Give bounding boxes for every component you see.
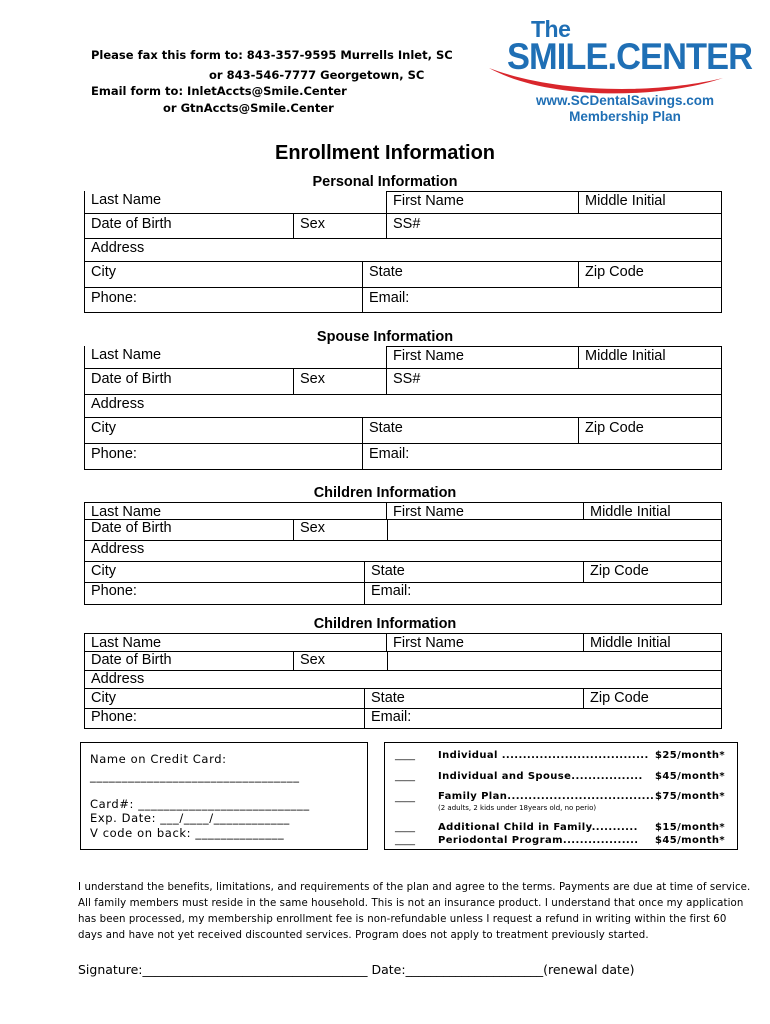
field-label: Date of Birth	[91, 371, 172, 387]
personal-first-name-field[interactable]	[386, 191, 578, 214]
name-on-card-line[interactable]: _________________________________	[90, 769, 300, 783]
page-title: Enrollment Information	[275, 142, 495, 164]
child1-city-field[interactable]	[84, 562, 364, 583]
child2-zip-field[interactable]	[583, 689, 722, 709]
field-label: Email:	[371, 709, 412, 725]
membership-plan-label: Membership Plan	[569, 109, 681, 124]
field-label: Date of Birth	[91, 652, 172, 668]
spouse-dob-field[interactable]	[84, 369, 293, 395]
exp-date-field[interactable]: Exp. Date: ___/____/____________	[90, 811, 290, 825]
field-label: Phone:	[91, 583, 137, 599]
field-label: SS#	[393, 216, 421, 232]
email-line-1: Email form to: InletAccts@Smile.Center	[91, 84, 347, 98]
field-label: Sex	[300, 371, 325, 387]
field-label: First Name	[393, 193, 464, 209]
date-field[interactable]: ______________________	[405, 962, 544, 977]
field-label: Middle Initial	[585, 193, 666, 209]
field-label: Sex	[300, 652, 325, 668]
child1-phone-field[interactable]	[84, 583, 364, 605]
plan-selection-box	[384, 742, 738, 850]
field-label: Last Name	[91, 635, 162, 651]
field-label: City	[91, 420, 116, 436]
child2-sex-field[interactable]	[293, 652, 722, 671]
field-label: Phone:	[91, 446, 137, 462]
spouse-middle-initial-field[interactable]	[578, 346, 722, 369]
spouse-ssn-field[interactable]	[386, 369, 722, 395]
field-label: Address	[91, 541, 145, 557]
personal-last-name-field[interactable]	[84, 191, 386, 214]
agreement-line: All family members must reside in the same household. This is not an insurance product. I understand that once my application	[78, 898, 744, 909]
plan-add-child-blank[interactable]: ____	[395, 822, 415, 833]
credit-card-box	[80, 742, 368, 850]
plan-add-child-price: $15/month*	[655, 822, 726, 833]
child1-dob-field[interactable]	[84, 520, 293, 541]
child2-phone-field[interactable]	[84, 709, 364, 729]
personal-middle-initial-field[interactable]	[578, 191, 722, 214]
plan-individual-blank[interactable]: ____	[395, 750, 415, 761]
personal-zip-field[interactable]	[578, 262, 722, 288]
child2-address-field[interactable]	[84, 671, 722, 689]
signature-label: Signature:	[78, 962, 143, 977]
field-label: State	[371, 563, 405, 579]
plan-individual-label: Individual ...................................	[438, 750, 649, 761]
plan-family-label: Family Plan...................................	[438, 791, 655, 802]
fax-line-2: or 843-546-7777 Georgetown, SC	[209, 68, 425, 82]
spouse-email-field[interactable]	[362, 444, 722, 470]
child1-first-name-field[interactable]	[386, 502, 583, 520]
field-label: Date of Birth	[91, 216, 172, 232]
plan-perio-label: Periodontal Program..................	[438, 835, 639, 846]
field-label: Zip Code	[585, 420, 644, 436]
field-label: State	[369, 264, 403, 280]
agreement-line: days and have not yet received discounted services. Program does not apply to treatment previously started.	[78, 930, 649, 941]
field-label: Last Name	[91, 504, 162, 520]
cell-divider	[387, 520, 388, 540]
child2-state-field[interactable]	[364, 689, 583, 709]
field-label: SS#	[393, 371, 421, 387]
email-line-2: or GtnAccts@Smile.Center	[163, 101, 334, 115]
children-info-title-2: Children Information	[313, 616, 457, 632]
field-label: Email:	[371, 583, 412, 599]
field-label: Address	[91, 396, 145, 412]
child1-sex-field[interactable]	[293, 520, 722, 541]
agreement-text	[78, 880, 750, 944]
child1-last-name-field[interactable]	[84, 502, 386, 520]
child1-zip-field[interactable]	[583, 562, 722, 583]
children-info-title-1: Children Information	[313, 485, 457, 501]
spouse-first-name-field[interactable]	[386, 346, 578, 369]
logo-main-text: SMILE.CENTER	[507, 36, 753, 77]
field-label: State	[371, 690, 405, 706]
signature-field[interactable]: ____________________________________	[142, 962, 368, 977]
spouse-city-field[interactable]	[84, 418, 362, 444]
field-label: Middle Initial	[585, 348, 666, 364]
plan-perio-price: $45/month*	[655, 835, 726, 846]
renewal-date-label: (renewal date)	[543, 962, 635, 977]
field-label: First Name	[393, 348, 464, 364]
field-label: Phone:	[91, 290, 137, 306]
field-label: Last Name	[91, 347, 162, 363]
plan-spouse-price: $45/month*	[655, 771, 726, 782]
plan-family-price: $75/month*	[655, 791, 726, 802]
personal-state-field[interactable]	[362, 262, 578, 288]
website-block	[490, 93, 760, 125]
agreement-line: I understand the benefits, limitations, and requirements of the plan and agree to the terms. Payments are due at time of service.	[78, 882, 751, 893]
field-label: Last Name	[91, 192, 162, 208]
field-label: State	[369, 420, 403, 436]
field-label: Zip Code	[585, 264, 644, 280]
field-label: City	[91, 563, 116, 579]
plan-spouse-label: Individual and Spouse.................	[438, 771, 643, 782]
date-label: Date:	[371, 962, 406, 977]
personal-ssn-field[interactable]	[386, 214, 722, 239]
name-on-card-label: Name on Credit Card:	[90, 752, 227, 766]
child2-email-field[interactable]	[364, 709, 722, 729]
agreement-line: has been processed, my membership enrollment fee is non-refundable unless I request a refund in writing within the first 60	[78, 914, 727, 925]
spouse-phone-field[interactable]	[84, 444, 362, 470]
personal-address-field[interactable]	[84, 239, 722, 262]
personal-info-title: Personal Information	[312, 174, 458, 190]
field-label: Sex	[300, 216, 325, 232]
website-url: www.SCDentalSavings.com	[535, 93, 715, 108]
field-label: First Name	[393, 504, 464, 520]
field-label: Address	[91, 671, 145, 687]
child1-address-field[interactable]	[84, 541, 722, 562]
spouse-last-name-field[interactable]	[84, 346, 386, 369]
vcode-field[interactable]: V code on back: ______________	[90, 826, 285, 840]
personal-sex-field[interactable]	[293, 214, 386, 239]
child2-last-name-field[interactable]	[84, 633, 386, 652]
fax-line-1: Please fax this form to: 843-357-9595 Murrells Inlet, SC	[91, 48, 453, 62]
child1-email-field[interactable]	[364, 583, 722, 605]
logo-the: The	[531, 16, 571, 42]
plan-family-blank[interactable]: ____	[395, 792, 415, 803]
personal-dob-field[interactable]	[84, 214, 293, 239]
cell-divider	[387, 652, 388, 670]
spouse-sex-field[interactable]	[293, 369, 386, 395]
signature-row	[78, 962, 635, 977]
field-label: City	[91, 690, 116, 706]
field-label: Middle Initial	[590, 635, 671, 651]
field-label: Middle Initial	[590, 504, 671, 520]
child2-dob-field[interactable]	[84, 652, 293, 671]
spouse-address-field[interactable]	[84, 395, 722, 418]
plan-perio-blank[interactable]: ____	[395, 835, 415, 846]
personal-phone-field[interactable]	[84, 288, 362, 313]
child2-first-name-field[interactable]	[386, 633, 583, 652]
field-label: Email:	[369, 446, 410, 462]
field-label: Phone:	[91, 709, 137, 725]
card-number-field[interactable]: Card#: ___________________________	[90, 797, 310, 811]
field-label: Zip Code	[590, 563, 649, 579]
child1-middle-initial-field[interactable]	[583, 502, 722, 520]
field-label: Date of Birth	[91, 520, 172, 536]
plan-add-child-label: Additional Child in Family...........	[438, 822, 638, 833]
plan-family-note: (2 adults, 2 kids under 18years old, no perio)	[438, 804, 597, 812]
plan-spouse-blank[interactable]: ____	[395, 771, 415, 782]
spouse-state-field[interactable]	[362, 418, 578, 444]
personal-city-field[interactable]	[84, 262, 362, 288]
field-label: First Name	[393, 635, 464, 651]
field-label: Email:	[369, 290, 410, 306]
spouse-info-title: Spouse Information	[316, 329, 454, 345]
field-label: Address	[91, 240, 145, 256]
child2-middle-initial-field[interactable]	[583, 633, 722, 652]
field-label: Zip Code	[590, 690, 649, 706]
field-label: Sex	[300, 520, 325, 536]
child2-city-field[interactable]	[84, 689, 364, 709]
plan-individual-price: $25/month*	[655, 750, 726, 761]
child1-state-field[interactable]	[364, 562, 583, 583]
personal-email-field[interactable]	[362, 288, 722, 313]
field-label: City	[91, 264, 116, 280]
spouse-zip-field[interactable]	[578, 418, 722, 444]
